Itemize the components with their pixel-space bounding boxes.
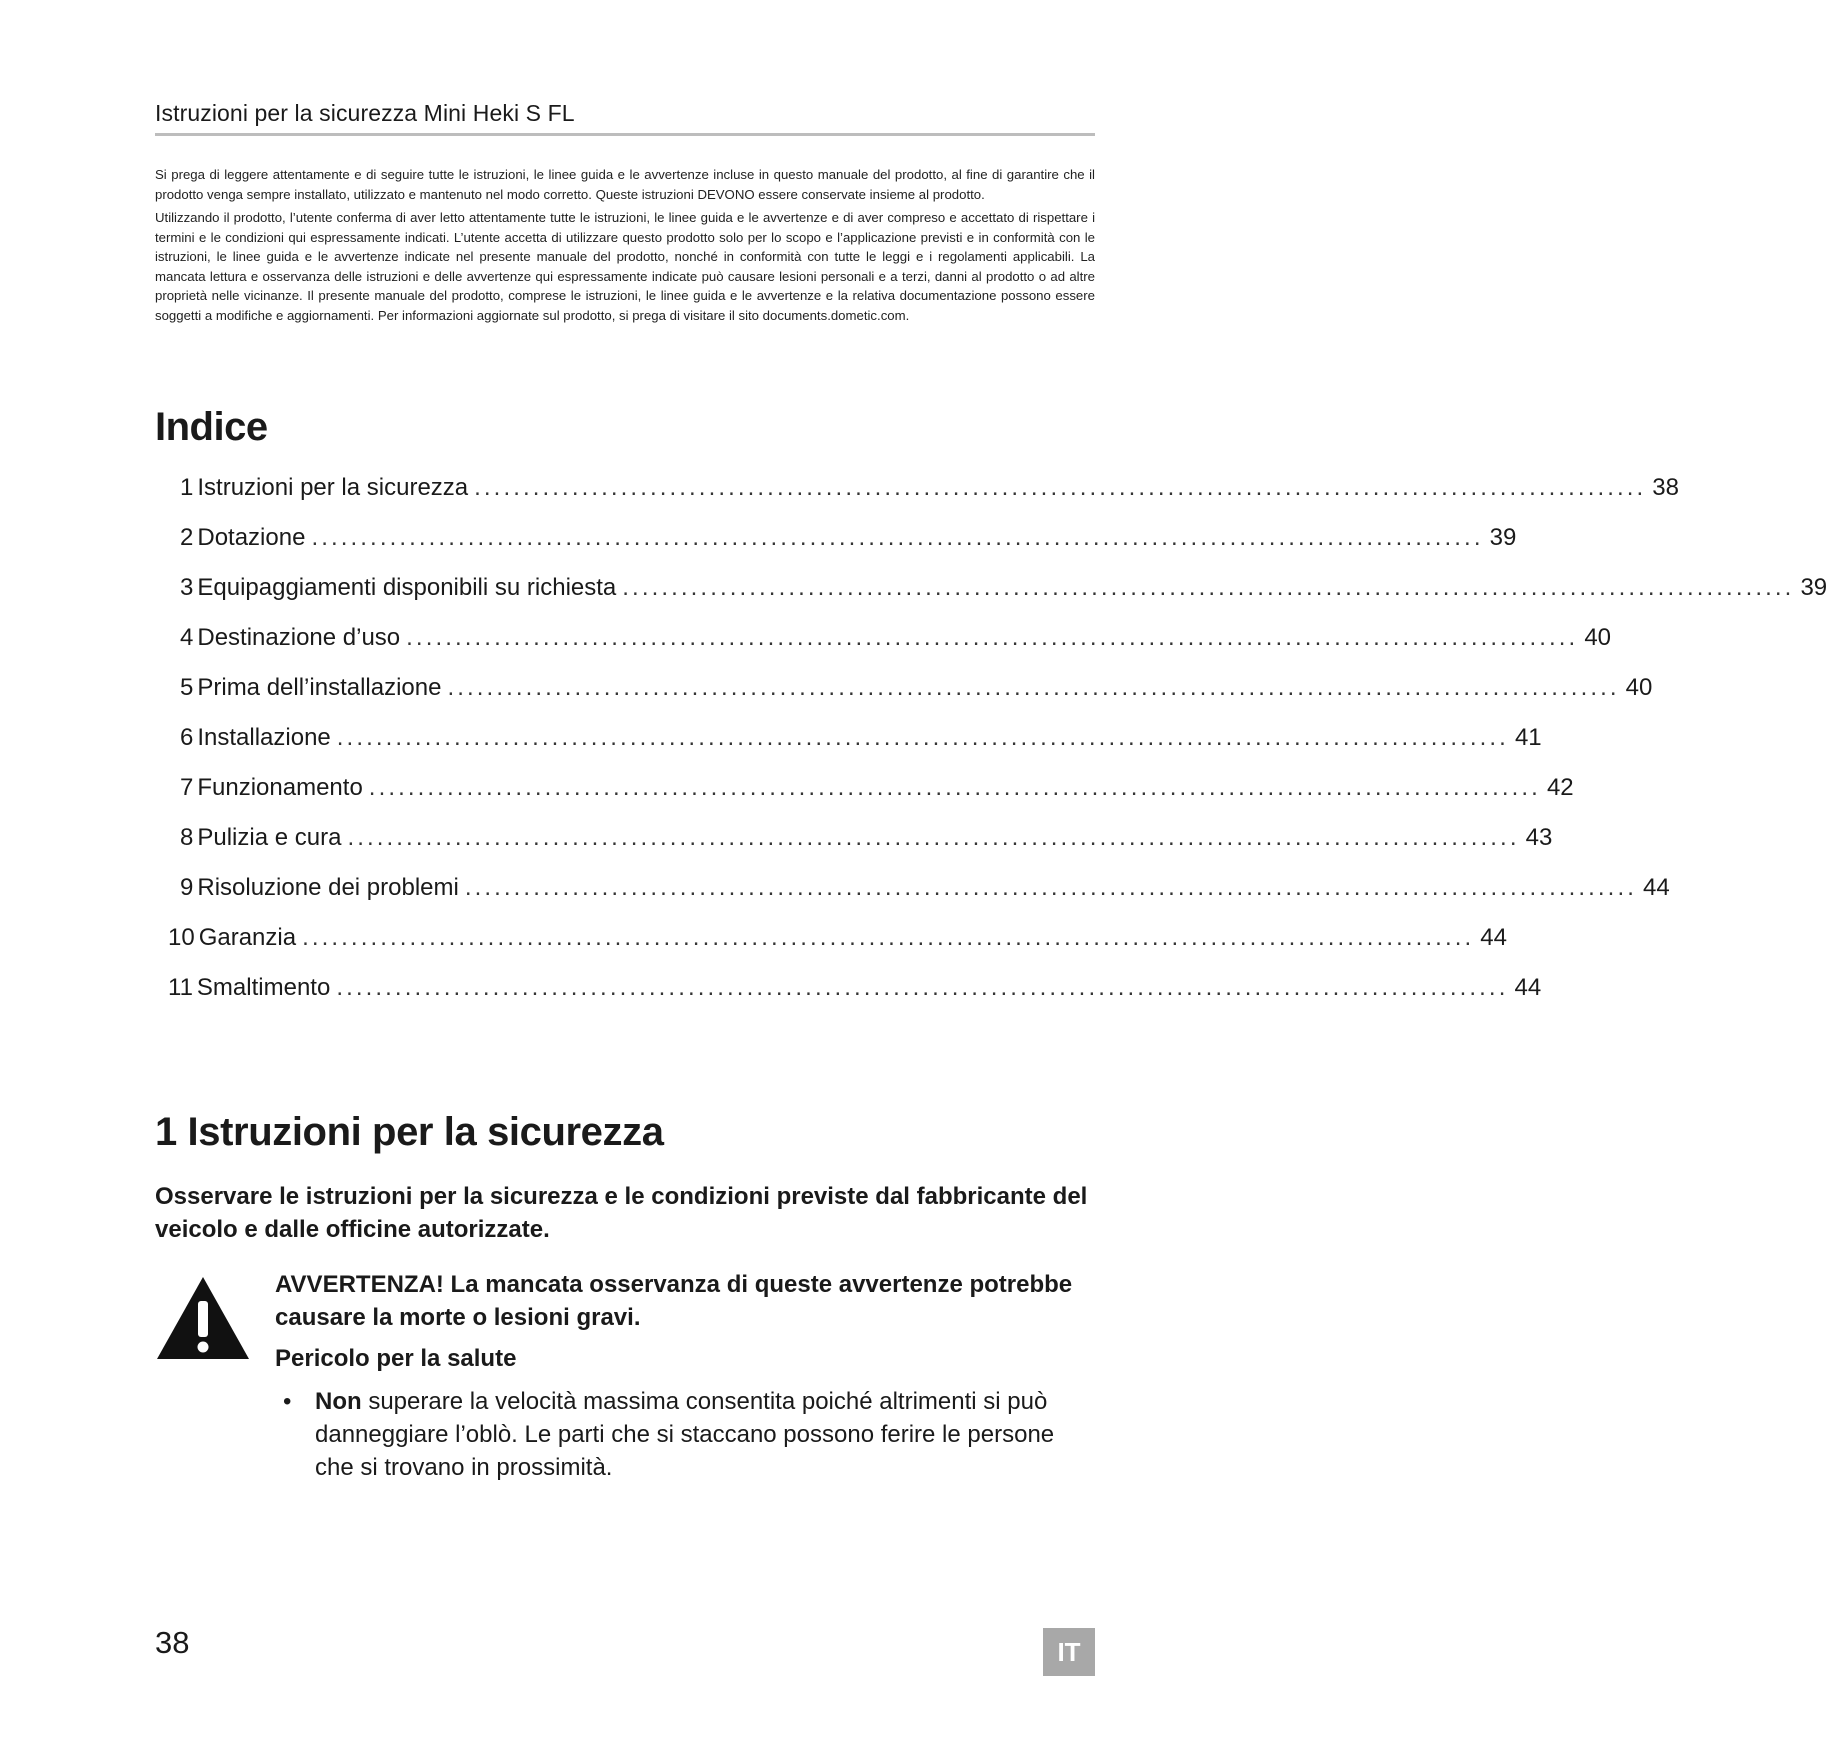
warning-list-item <box>275 1385 1095 1484</box>
toc-entry-page: 38 <box>1652 474 1679 501</box>
toc-entry-number: 2 <box>180 524 194 551</box>
toc-entry[interactable] <box>168 970 1542 1006</box>
toc-entry-page: 40 <box>1584 624 1612 651</box>
toc-leader-dots: ........................................................................................................................ <box>622 574 1795 601</box>
toc-entry-title: Smaltimento <box>196 974 331 1001</box>
toc-leader-dots: ........................................................................................................................ <box>336 724 1509 751</box>
toc-leader-dots: ........................................................................................................................ <box>406 624 1579 651</box>
toc-entry-number: 7 <box>180 774 194 801</box>
toc-entry-page: 44 <box>1642 874 1670 901</box>
toc-entry-page: 41 <box>1514 724 1542 751</box>
intro-paragraph: Si prega di leggere attentamente e di seguire tutte le istruzioni, le linee guida e le avvertenze incluse in questo manuale del prodotto, al fine di garantire che il prodotto venga sempre installato, utilizzato e mantenuto nel modo corretto. Queste istruzioni DEVONO essere conservate insieme al prodotto. <box>155 167 1095 202</box>
toc-leader-dots: ........................................................................................................................ <box>474 474 1647 501</box>
toc-entry-title: Equipaggiamenti disponibili su richiesta <box>197 574 617 601</box>
toc-entry-title: Garanzia <box>198 924 297 951</box>
toc-entry-title: Istruzioni per la sicurezza <box>197 474 469 501</box>
section-lead: Osservare le istruzioni per la sicurezza e le condizioni previste dal fabbricante del veicolo e dalle officine autorizzate. <box>155 1183 1088 1243</box>
toc-entry-title: Risoluzione dei problemi <box>197 874 459 901</box>
toc-entry-page: 43 <box>1525 824 1553 851</box>
warning-text: superare la velocità massima consentita poiché altrimenti si può danneggiare l’oblò. Le parti che si staccano possono ferire le persone che si trovano in prossimità. <box>315 1388 1055 1481</box>
toc-entry-number: 5 <box>180 674 194 701</box>
toc-entry[interactable] <box>180 670 1653 706</box>
toc-leader-dots: ........................................................................................................................ <box>347 824 1520 851</box>
toc-entry-number: 8 <box>180 824 194 851</box>
toc-entry-number: 4 <box>180 624 194 651</box>
toc-leader-dots: ........................................................................................................................ <box>336 974 1509 1001</box>
toc-entry-number: 10 <box>168 924 195 951</box>
toc-entry-title: Pulizia e cura <box>197 824 342 851</box>
intro-paragraph: Utilizzando il prodotto, l’utente conferma di aver letto attentamente tutte le istruzioni, le linee guida e le avvertenze e di aver compreso e accettato di rispettare i termini e le condizioni qui espressamente indicati. L’utente accetta di utilizzare questo prodotto solo per lo scopo e l’applicazione previsti e in conformità con le istruzioni, le linee guida e le avvertenze indicate nel presente manuale del prodotto, nonché in conformità con tutte le leggi e i regolamenti applicabili. La mancata lettura e osservanza delle istruzioni e delle avvertenze qui espressamente indicate può causare lesioni personali e a terzi, danni al prodotto o ad altre proprietà nelle vicinanze. Il presente manuale del prodotto, comprese le istruzioni, le linee guida e le avvertenze e la relativa documentazione possono essere soggetti a modifiche e aggiornamenti. Per informazioni aggiornate sul prodotto, si prega di visitare il sito documents.dometic.com. <box>155 210 1095 323</box>
toc-entry[interactable] <box>180 870 1670 906</box>
toc-entry-number: 9 <box>180 874 194 901</box>
toc-entry-title: Prima dell’installazione <box>197 674 442 701</box>
bullet-icon: • <box>283 1388 292 1415</box>
toc-entry-number: 3 <box>180 574 194 601</box>
intro-text <box>155 165 1095 329</box>
toc-entry-page: 39 <box>1800 574 1827 601</box>
toc-entry-page: 40 <box>1625 674 1653 701</box>
warning-title: AVVERTENZA! La mancata osservanza di queste avvertenze potrebbe causare la morte o lesioni gravi. <box>275 1271 1073 1331</box>
toc-entry-title: Funzionamento <box>197 774 363 801</box>
toc-entry-page: 39 <box>1489 524 1517 551</box>
toc-entry-title: Dotazione <box>197 524 306 551</box>
toc-leader-dots: ........................................................................................................................ <box>447 674 1620 701</box>
toc-entry-title: Installazione <box>197 724 331 751</box>
toc-entry[interactable] <box>180 570 1827 606</box>
toc-entry[interactable] <box>180 470 1679 506</box>
page-number: 38 <box>155 1625 190 1660</box>
toc-entry-page: 44 <box>1514 974 1542 1001</box>
toc-leader-dots: ........................................................................................................................ <box>368 774 1541 801</box>
toc-leader-dots: ........................................................................................................................ <box>311 524 1484 551</box>
language-badge: IT <box>1043 1628 1095 1676</box>
toc-entry-page: 42 <box>1546 774 1574 801</box>
warning-subtitle: Pericolo per la salute <box>275 1345 517 1372</box>
warning-emphasis: Non <box>315 1388 362 1415</box>
warning-list <box>275 1385 1095 1484</box>
toc-entry[interactable] <box>168 920 1507 956</box>
toc-entry-number: 11 <box>168 974 193 1001</box>
toc-entry[interactable] <box>180 620 1612 656</box>
warning-block <box>275 1268 1095 1484</box>
toc-entry[interactable] <box>180 720 1542 756</box>
warning-exclamation-bar <box>198 1301 208 1337</box>
toc-entry-number: 1 <box>180 474 194 501</box>
toc-entry-title: Destinazione d’uso <box>197 624 401 651</box>
toc-title: Indice <box>155 405 268 449</box>
toc-leader-dots: ........................................................................................................................ <box>302 924 1475 951</box>
toc-leader-dots: ........................................................................................................................ <box>464 874 1637 901</box>
toc-entry-page: 44 <box>1480 924 1507 951</box>
section-heading: 1 Istruzioni per la sicurezza <box>155 1110 664 1154</box>
toc-entry[interactable] <box>180 770 1574 806</box>
toc-entry[interactable] <box>180 820 1553 856</box>
warning-exclamation-dot <box>198 1342 209 1353</box>
running-header: Istruzioni per la sicurezza Mini Heki S FL <box>155 100 1095 136</box>
warning-triangle-icon <box>155 1275 251 1361</box>
toc-entry-number: 6 <box>180 724 194 751</box>
toc-entry[interactable] <box>180 520 1517 556</box>
